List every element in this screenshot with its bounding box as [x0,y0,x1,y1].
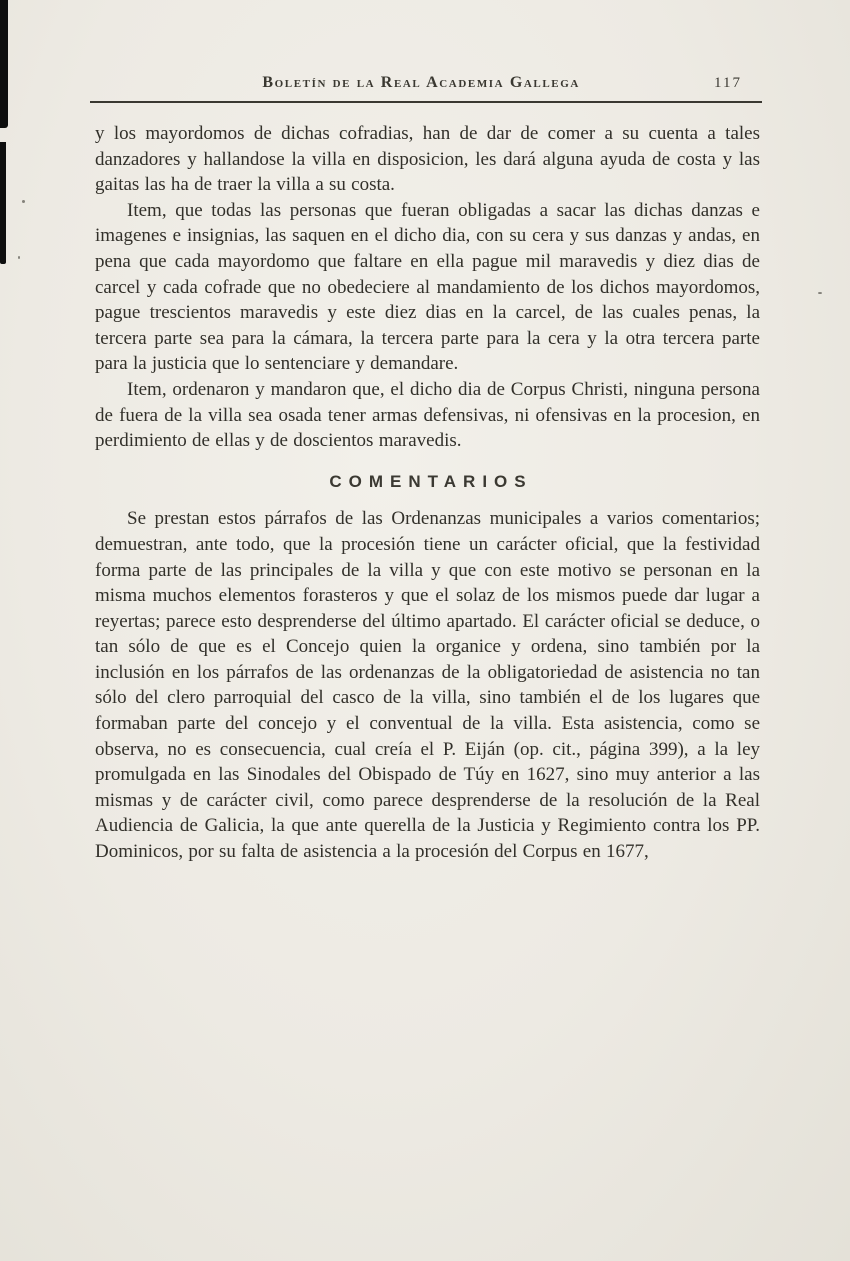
body-paragraph: y los mayordomos de dichas cofradias, han de dar de comer a su cuenta a tales danzadores y hallandose la villa en disposicion, les dará alguna ayuda de costa y las gaitas las ha de traer la villa a su costa. [95,123,760,196]
body-paragraph: Item, ordenaron y mandaron que, el dicho dia de Corpus Christi, ninguna persona de fuera de la villa sea osada tener armas defensivas, ni ofensivas en la procesion, en perdimiento de ellas y de doscientos maravedis. [95,378,760,452]
scan-speck [22,200,25,203]
section-heading: COMENTARIOS [329,471,533,491]
text-block [95,121,760,865]
scan-artifact-bar [0,142,6,264]
scan-speck [818,292,822,294]
scan-artifact-bar [0,0,8,128]
body-paragraph: Item, que todas las personas que fueran obligadas a sacar las dichas danzas e imagenes e insignias, las saquen en el dicho dia, con su cera y sus danzas y andas, en pena que cada mayordomo que faltare en ella pague mil maravedis y diez dias de carcel y cada cofrade que no obedeciere al mandamiento de los dichos mayordomos, pague trescientos maravedis y este diez dias en la carcel, de las cuales penas, la tercera parte sea para la cámara, la tercera parte para la cera y la otra tercera parte para la justicia que lo sentenciare y demandare. [95,199,760,375]
running-head [95,74,760,98]
scan-speck [18,256,20,259]
body-paragraph: Se prestan estos párrafos de las Ordenanzas municipales a varios comentarios; demuestran, ante todo, que la procesión tiene un carácter oficial, que la festividad forma parte de las principales de la villa y que con este motivo se personan en la misma muchos elementos forasteros y que el solaz de los mismos puede dar lugar a reyertas; parece esto desprenderse del último apartado. El carácter oficial se deduce, o tan sólo de que es el Concejo quien la organice y ordena, sino también por la inclusión en los párrafos de las ordenanzas de la obligatoriedad de asistencia no tan sólo del clero parroquial del casco de la villa, sino también el de los lugares que formaban parte del concejo y el conventual de la villa. Esta asistencia, como se observa, no es consecuencia, cual creía el P. Eiján (op. cit., página 399), a la ley promulgada en las Sinodales del Obispado de Túy en 1627, sino muy anterior a las mismas y de carácter civil, como parece desprenderse de la resolución de la Real Audiencia de Galicia, la que ante querella de la Justicia y Regimiento contra los PP. Dominicos, por su falta de asistencia a la procesión del Corpus en 1677, [95,508,760,863]
header-rule [90,101,762,103]
page-number: 117 [714,75,742,91]
journal-title: Boletín de la Real Academia Gallega [262,74,580,91]
